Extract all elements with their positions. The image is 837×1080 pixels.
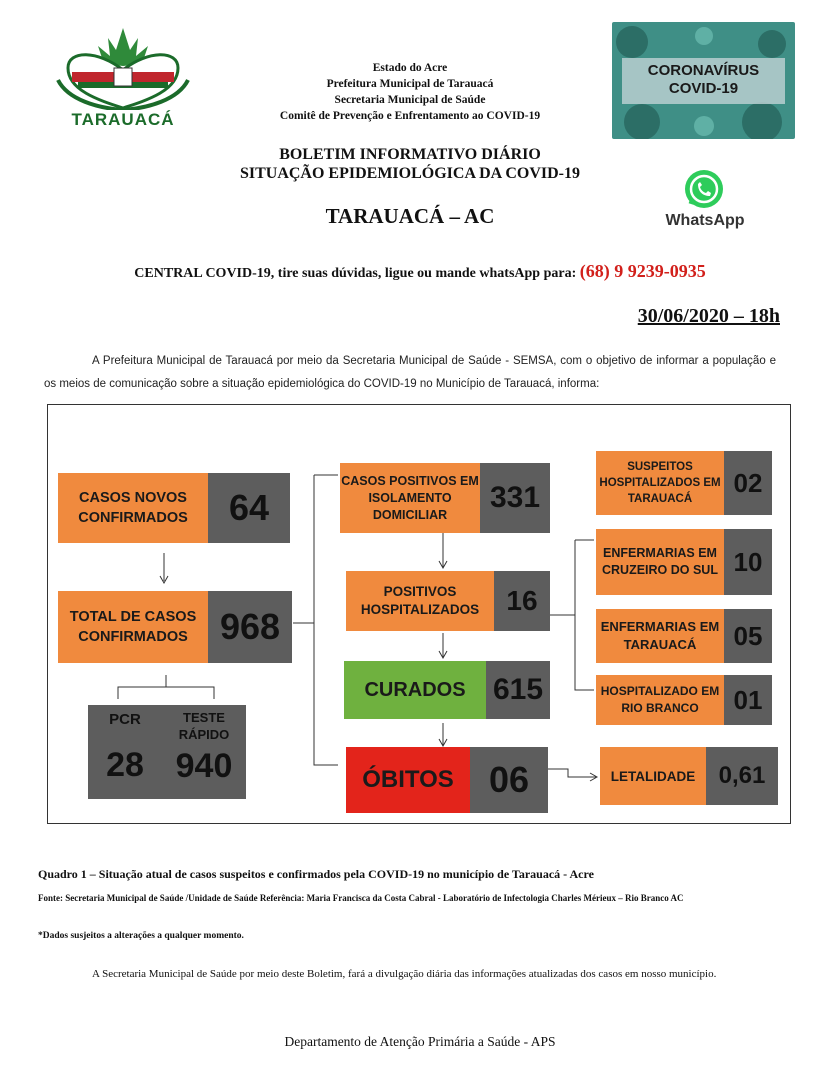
city-title: TARAUACÁ – AC (325, 204, 495, 228)
badge-line: COVID-19 (668, 80, 739, 97)
letalidade-box (600, 747, 778, 805)
teste-rapido-label: TESTE RÁPIDO (178, 710, 230, 742)
pcr-cell (88, 705, 162, 799)
enfermarias-tarauaca-label: ENFERMARIAS EM TARAUACÁ (596, 609, 724, 663)
enfermarias-tarauaca-value: 05 (724, 609, 772, 663)
header-line: Comitê de Prevenção e Enfrentamento ao COVID-19 (279, 110, 541, 122)
quadro-caption: Quadro 1 – Situação atual de casos suspeitos e confirmados pela COVID-19 no município de Tarauacá - Acre (38, 867, 594, 881)
letalidade-value: 0,61 (706, 747, 778, 805)
central-contact (40, 261, 800, 282)
rio-branco-value: 01 (724, 675, 772, 725)
obitos-box (346, 747, 548, 813)
header-line: Secretaria Municipal de Saúde (334, 94, 486, 106)
rio-branco-label: HOSPITALIZADO EM RIO BRANCO (596, 675, 724, 725)
rio-branco-box (596, 675, 772, 725)
enfermarias-tarauaca-box (596, 609, 772, 663)
suspeitos-value: 02 (724, 451, 772, 515)
footer-department: Departamento de Atenção Primária a Saúde - APS (284, 1034, 556, 1049)
teste-rapido-value: 940 (175, 747, 233, 785)
whatsapp-icon (683, 168, 725, 210)
hospitalizados-box (346, 571, 550, 631)
intro-paragraph: A Prefeitura Municipal de Tarauacá por meio da Secretaria Municipal de Saúde - SEMSA, com o objetivo de informar a população e os meios de comunicação sobre a situação epidemiológica do COVID-19 no Município de Tarauacá, informa: (44, 355, 776, 390)
total-casos-value: 968 (208, 591, 292, 663)
central-text: CENTRAL COVID-19, tire suas dúvidas, ligue ou mande whatsApp para: (134, 266, 577, 281)
total-casos-label: TOTAL DE CASOS CONFIRMADOS (58, 591, 208, 663)
total-casos-box (58, 591, 292, 663)
isolamento-label: CASOS POSITIVOS EM ISOLAMENTO DOMICILIAR (340, 463, 480, 533)
isolamento-box (340, 463, 550, 533)
letalidade-label: LETALIDADE (600, 747, 706, 805)
pcr-label: PCR (109, 711, 141, 728)
hospitalizados-value: 16 (494, 571, 550, 631)
header-line: Prefeitura Municipal de Tarauacá (326, 78, 494, 90)
header-institution (230, 60, 590, 124)
header-line: Estado do Acre (372, 62, 448, 74)
hospitalizados-label: POSITIVOS HOSPITALIZADOS (346, 571, 494, 631)
enfermarias-cruzeiro-box (596, 529, 772, 595)
bulletin-title (150, 145, 670, 183)
logo-emblem-icon (38, 20, 208, 110)
suspeitos-label: SUSPEITOS HOSPITALIZADOS EM TARAUACÁ (596, 451, 724, 515)
bulletin-date: 30/06/2020 – 18h (637, 305, 780, 327)
curados-box (344, 661, 550, 719)
enfermarias-cruzeiro-label: ENFERMARIAS EM CRUZEIRO DO SUL (596, 529, 724, 595)
title-line: BOLETIM INFORMATIVO DIÁRIO (279, 146, 541, 163)
isolamento-value: 331 (480, 463, 550, 533)
casos-novos-label: CASOS NOVOS CONFIRMADOS (58, 473, 208, 543)
title-line: SITUAÇÃO EPIDEMIOLÓGICA DA COVID-19 (239, 165, 581, 182)
logo-text: TARAUACÁ (71, 110, 175, 129)
suspeitos-box (596, 451, 772, 515)
whatsapp-label: WhatsApp (665, 212, 745, 229)
testes-box (88, 705, 246, 799)
teste-rapido-cell (162, 705, 246, 799)
obitos-label: ÓBITOS (346, 747, 470, 813)
casos-novos-box (58, 473, 290, 543)
disclaimer-note: *Dados susjeitos a alterações a qualquer momento. (38, 931, 244, 941)
diagram-frame (47, 404, 791, 824)
source-note: Fonte: Secretaria Municipal de Saúde /Unidade de Saúde Referência: Maria Francisca da Costa Cabral - Laboratório de Infectologia Charles Mérieux – Rio Branco AC (38, 893, 684, 903)
pcr-value: 28 (106, 746, 144, 784)
phone-number[interactable]: (68) 9 9239-0935 (579, 261, 706, 281)
badge-line: CORONAVÍRUS (647, 62, 760, 79)
curados-value: 615 (486, 661, 550, 719)
curados-label: CURADOS (344, 661, 486, 719)
coronavirus-banner (612, 22, 795, 139)
casos-novos-value: 64 (208, 473, 290, 543)
obitos-value: 06 (470, 747, 548, 813)
closing-paragraph: A Secretaria Municipal de Saúde por meio deste Boletim, fará a divulgação diária das informações atualizadas dos casos em nosso município. (92, 968, 717, 980)
enfermarias-cruzeiro-value: 10 (724, 529, 772, 595)
